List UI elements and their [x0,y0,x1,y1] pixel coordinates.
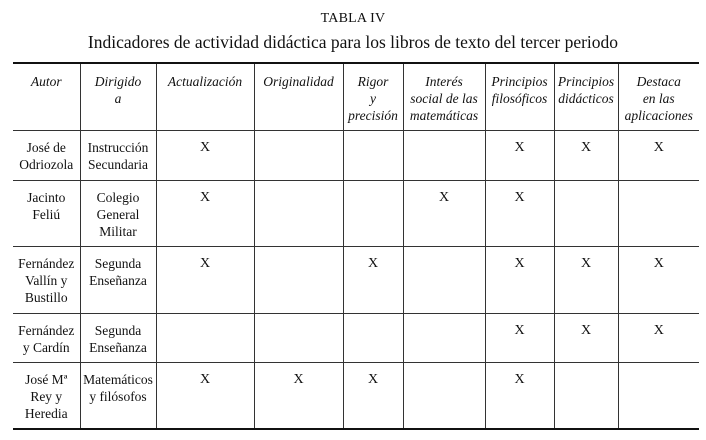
cell-text-line: filosóficos [491,91,548,106]
cell-text-line: Principios [557,74,615,89]
cell-text-line: Rigor [357,74,389,89]
indicator-cell [403,362,485,429]
indicator-cell [254,130,343,180]
cell-text-line: Actualización [167,74,243,89]
cell-text-line: Dirigido [94,74,142,89]
indicator-cell [403,246,485,313]
cell-text-line: Principios [491,74,548,89]
column-header [403,63,485,130]
cell-text-line: Heredia [24,405,68,421]
column-header [254,63,343,130]
cell-text-line: didácticos [558,91,614,106]
author-cell [13,313,80,362]
column-header [156,63,254,130]
column-header [554,63,618,130]
column-header [13,63,80,130]
cell-text-line: José de [26,139,66,155]
indicator-cell: X [156,362,254,429]
table-row [13,130,699,180]
audience-cell [80,130,156,180]
table-row [13,313,699,362]
table-row [13,246,699,313]
indicator-cell [156,313,254,362]
indicator-cell [554,180,618,246]
indicator-cell [343,180,403,246]
indicator-cell: X [554,246,618,313]
cell-text-line: y [370,91,376,106]
cell-text-line: Feliú [32,206,61,222]
cell-text-line: Originalidad [263,74,334,89]
audience-cell [80,180,156,246]
cell-text-line: Interés [425,74,463,89]
cell-text-line: Vallín y [25,272,68,288]
indicator-cell [343,313,403,362]
cell-text-line: General [96,206,140,222]
cell-text-line: Instrucción [87,139,149,155]
cell-text-line: precisión [348,108,398,123]
indicator-cell: X [156,246,254,313]
audience-cell [80,362,156,429]
column-header [485,63,554,130]
indicators-table [13,62,699,430]
cell-text-line: Militar [99,223,137,239]
table-caption: Indicadores de actividad didáctica para los libros de texto del tercer periodo [87,32,619,52]
header-row [13,63,699,130]
table-row [13,180,699,246]
indicator-cell: X [485,313,554,362]
indicator-cell: X [485,130,554,180]
indicator-cell: X [485,180,554,246]
indicator-cell: X [343,362,403,429]
indicator-cell: X [343,246,403,313]
indicator-cell: X [403,180,485,246]
cell-text-line: Colegio [96,189,140,205]
cell-text-line: a [114,91,122,106]
cell-text-line: Destaca [636,74,681,89]
indicator-cell [618,362,699,429]
cell-text-line: Autor [30,74,62,89]
author-cell [13,180,80,246]
cell-text-line: Matemáticos [83,371,153,387]
indicator-cell: X [618,130,699,180]
cell-text-line: Enseñanza [89,339,147,355]
cell-text-line: Odriozola [19,156,74,172]
indicator-cell [403,313,485,362]
table-body [13,130,699,429]
author-cell [13,130,80,180]
cell-text-line: y filósofos [89,388,147,404]
cell-text-line: aplicaciones [624,108,693,123]
indicator-cell: X [554,130,618,180]
indicator-cell [403,130,485,180]
table-row [13,362,699,429]
cell-text-line: Segunda [94,255,142,271]
column-header [80,63,156,130]
cell-text-line: social de las [410,91,478,106]
indicator-cell [254,180,343,246]
indicator-cell: X [554,313,618,362]
cell-text-line: Bustillo [24,289,68,305]
audience-cell [80,246,156,313]
indicator-cell: X [485,246,554,313]
author-cell [13,362,80,429]
indicator-cell: X [618,313,699,362]
indicator-cell: X [156,130,254,180]
cell-text-line: Segunda [94,322,142,338]
cell-text-line: Fernández [18,322,75,338]
indicator-cell [254,313,343,362]
cell-text-line: José Mª [25,371,68,387]
audience-cell [80,313,156,362]
column-header [618,63,699,130]
indicator-cell: X [485,362,554,429]
cell-text-line: Jacinto [27,189,66,205]
indicator-cell [254,246,343,313]
indicator-cell: X [254,362,343,429]
indicator-cell [554,362,618,429]
cell-text-line: matemáticas [409,108,479,123]
indicator-cell: X [618,246,699,313]
cell-text-line: y Cardín [22,339,70,355]
column-header [343,63,403,130]
indicator-cell: X [156,180,254,246]
cell-text-line: Rey y [30,388,63,404]
table-number: TABLA IV [320,11,386,26]
cell-text-line: Fernández [18,255,75,271]
indicator-cell [618,180,699,246]
indicator-cell [343,130,403,180]
author-cell [13,246,80,313]
cell-text-line: en las [642,91,675,106]
cell-text-line: Enseñanza [89,272,147,288]
cell-text-line: Secundaria [88,156,148,172]
